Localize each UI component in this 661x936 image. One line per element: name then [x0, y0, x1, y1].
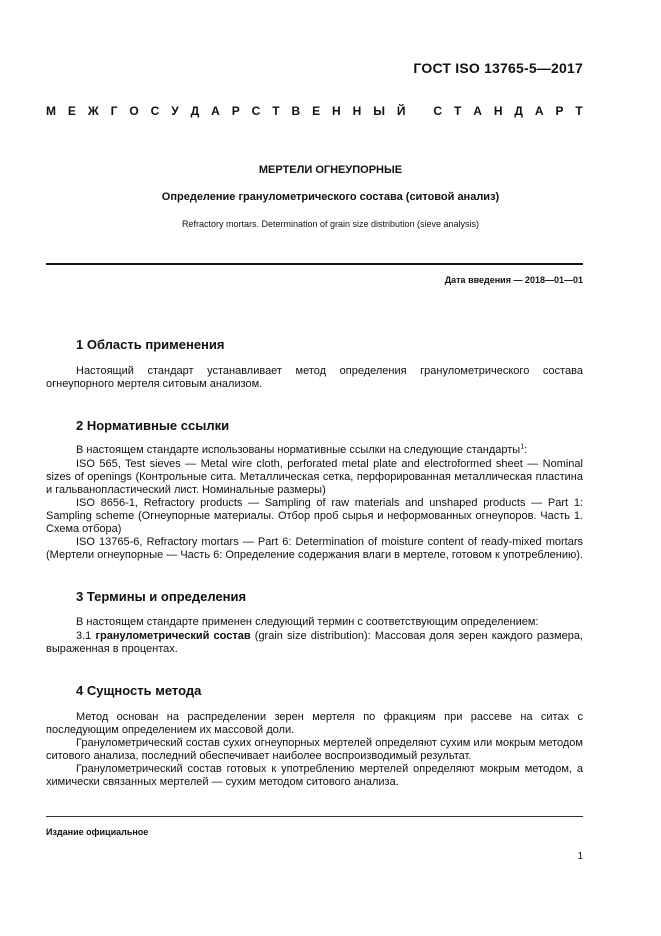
footnote-marker: 1: [520, 443, 525, 451]
method-text-2: Гранулометрический состав сухих огнеупорных мертелей определяют сухим или мокрым методом ситового анализа, последний обеспечивает наиболее воспроизводимый результат.: [46, 737, 583, 762]
banner-letter: С: [433, 104, 443, 118]
banner-letter: Е: [67, 104, 76, 118]
banner-letter: А: [534, 104, 544, 118]
banner-letter: Й: [396, 104, 406, 118]
footer-divider: [46, 816, 583, 817]
interstate-standard-banner: [46, 104, 583, 118]
document-title-english: Refractory mortars. Determination of grain size distribution (sieve analysis): [181, 219, 480, 229]
banner-letter: С: [251, 104, 261, 118]
references-intro-text: В настоящем стандарте использованы нормативные ссылки на следующие стандарты: [76, 444, 521, 456]
section-heading-scope: 1 Область применения: [76, 337, 225, 352]
section-heading-references: 2 Нормативные ссылки: [76, 418, 230, 433]
term-number: 3.1: [76, 630, 92, 642]
banner-letter: Д: [190, 104, 200, 118]
banner-letter: Ы: [373, 104, 385, 118]
banner-letter: Р: [231, 104, 240, 118]
banner-letter: Г: [110, 104, 118, 118]
banner-letter: О: [129, 104, 139, 118]
banner-letter: Д: [514, 104, 523, 118]
banner-letter: Е: [312, 104, 321, 118]
document-code: ГОСТ ISO 13765-5—2017: [413, 60, 583, 76]
section-heading-method: 4 Сущность метода: [76, 683, 202, 698]
introduction-date: Дата введения — 2018—01—01: [444, 275, 583, 285]
page-number: 1: [577, 851, 583, 862]
banner-letter: Т: [453, 104, 462, 118]
reference-iso-565: ISO 565, Test sieves — Metal wire cloth, perforated metal plate and electroformed sheet — Nominal sizes of openings (Контрольные сита. Металлическая сетка, перфорированная металлическая пластина и гальванопластический лист. Номинальные размеры): [46, 458, 583, 496]
section-heading-terms: 3 Термины и определения: [76, 589, 247, 604]
term-definition: [46, 630, 583, 656]
banner-letter: Н: [493, 104, 503, 118]
method-text-1: Метод основан на распределении зерен мертеля по фракциям при рассеве на ситах с последующим определением их массовой доли.: [46, 711, 583, 736]
document-title: МЕРТЕЛИ ОГНЕУПОРНЫЕ: [258, 164, 403, 176]
banner-letter: В: [291, 104, 301, 118]
references-intro-colon: :: [524, 444, 528, 456]
banner-letter: Р: [555, 104, 564, 118]
banner-letter: Н: [352, 104, 362, 118]
banner-letter: Н: [332, 104, 341, 118]
reference-iso-13765-6: ISO 13765-6, Refractory mortars — Part 6: Determination of moisture content of ready-mixed mortars (Мертели огнеупорные — Часть 6: Определение содержания влаги в мертеле, готовом к употреблению).: [46, 536, 583, 561]
banner-letter: Т: [272, 104, 280, 118]
document-subtitle: Определение гранулометрического состава (ситовой анализ): [161, 191, 500, 203]
term-text: (grain size distribution): Массовая доля зерен каждого размера, выраженная в процентах.: [46, 630, 583, 655]
terms-intro: В настоящем стандарте применен следующий термин с соответствующим определением:: [76, 616, 539, 628]
term-name: гранулометрический состав: [95, 630, 251, 642]
title-divider: [46, 263, 583, 265]
references-intro: [46, 444, 583, 457]
official-edition-label: Издание официальное: [46, 827, 149, 837]
banner-letter: А: [473, 104, 482, 118]
banner-letter: С: [150, 104, 160, 118]
banner-letter: У: [171, 104, 179, 118]
method-text-3: Гранулометрический состав готовых к употреблению мертелей определяют мокрым методом, а химически связанных мертелей — сухим методом ситового анализа.: [46, 763, 583, 788]
reference-iso-8656-1: ISO 8656-1, Refractory products — Sampling of raw materials and unshaped products — Part 1: Sampling scheme (Огнеупорные материалы. Отбор проб сырья и неформованных огнеупоров. Часть 1. Схема отбора): [46, 497, 583, 535]
banner-letter: А: [211, 104, 220, 118]
banner-letter: Ж: [87, 104, 99, 118]
banner-letter: М: [46, 104, 56, 118]
banner-gap: [417, 104, 421, 118]
banner-letter: Т: [575, 104, 583, 118]
section-scope-text: Настоящий стандарт устанавливает метод определения гранулометрического состава огнеупорного мертеля ситовым анализом.: [46, 365, 583, 390]
